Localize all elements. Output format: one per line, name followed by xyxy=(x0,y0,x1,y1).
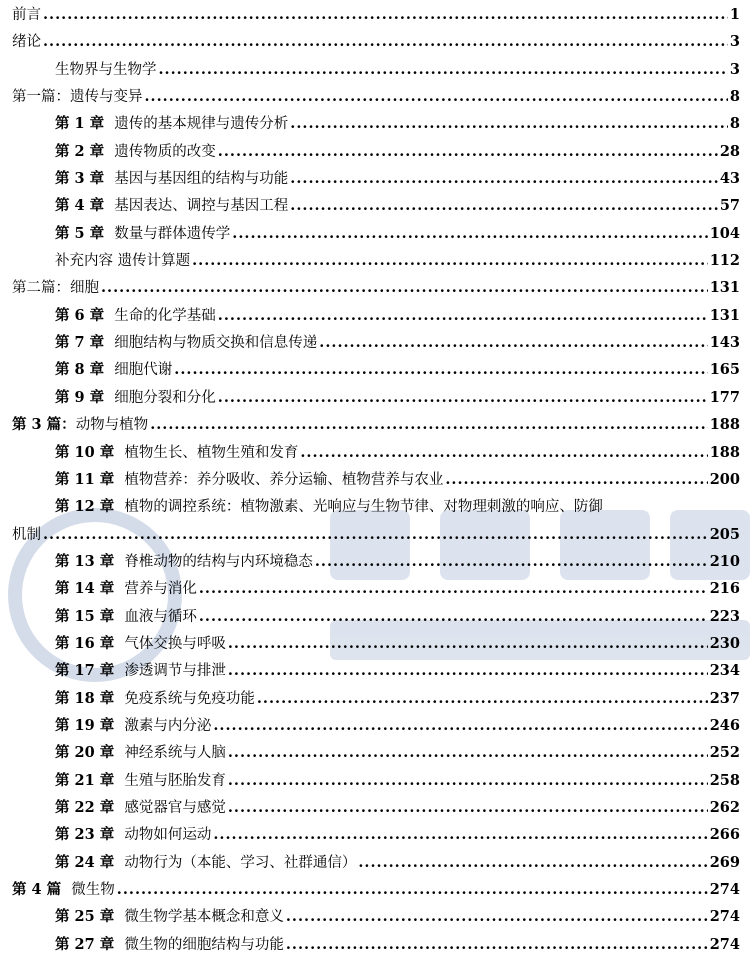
toc-entry-title: 感觉器官与感觉 xyxy=(124,799,226,816)
dot-leader xyxy=(43,521,708,548)
dot-leader xyxy=(192,247,708,274)
dot-leader xyxy=(174,356,707,383)
toc-entry[interactable] xyxy=(55,903,740,930)
toc-entry-page: 131 xyxy=(709,306,740,324)
toc-entry-title: 动物如何运动 xyxy=(124,827,212,844)
toc-entry-number: 第 22 章 xyxy=(55,798,125,816)
toc-entry-number: 第 10 章 xyxy=(55,443,125,461)
toc-entry-title: 细胞分裂和分化 xyxy=(114,389,216,406)
toc-entry-number: 第 3 篇： xyxy=(12,416,76,434)
dot-leader xyxy=(228,739,708,766)
toc-entry-title: 神经系统与人脑 xyxy=(124,745,226,762)
dot-leader xyxy=(300,439,707,466)
toc-entry-page: 223 xyxy=(709,607,740,625)
dot-leader xyxy=(228,657,708,684)
toc-entry-number: 第 9 章 xyxy=(55,388,115,406)
dot-leader xyxy=(228,794,708,821)
toc-entry-page: 266 xyxy=(709,826,740,844)
toc-entry-number: 第 20 章 xyxy=(55,744,125,762)
dot-leader xyxy=(218,384,708,411)
toc-entry-title: 动物与植物 xyxy=(75,417,149,434)
dot-leader xyxy=(159,56,728,83)
dot-leader xyxy=(213,821,707,848)
toc-entry-number: 第 21 章 xyxy=(55,771,125,789)
toc-entry-number: 第 6 章 xyxy=(55,306,115,324)
toc-entry-title: 免疫系统与免疫功能 xyxy=(124,690,255,707)
toc-entry-title: 植物生长、植物生殖和发育 xyxy=(124,444,299,461)
toc-entry-number: 第 14 章 xyxy=(55,580,125,598)
toc-entry-title: 植物的调控系统：植物激素、光响应与生物节律、对物理刺激的响应、防御 xyxy=(124,499,603,516)
toc-entry-title: 细胞结构与物质交换和信息传递 xyxy=(114,335,318,352)
toc-entry[interactable] xyxy=(55,56,740,83)
toc-entry-number: 第 23 章 xyxy=(55,826,125,844)
toc-entry-number: 第 19 章 xyxy=(55,716,125,734)
toc-entry-title: 第二篇：细胞 xyxy=(12,280,99,297)
toc-entry-number: 第 12 章 xyxy=(55,498,125,516)
dot-leader xyxy=(43,1,728,28)
toc-entry-page: 1 xyxy=(729,6,740,23)
toc-entry-number: 第 7 章 xyxy=(55,334,115,352)
toc-entry-title: 渗透调节与排泄 xyxy=(124,663,226,680)
toc-entry-title: 营养与消化 xyxy=(124,581,197,598)
toc-entry-page: 210 xyxy=(709,552,740,570)
toc-entry[interactable] xyxy=(55,630,740,657)
dot-leader xyxy=(290,192,718,219)
toc-entry-title: 微生物学基本概念和意义 xyxy=(124,909,284,926)
toc-entry-title: 生殖与胚胎发育 xyxy=(124,772,226,789)
toc-entry-page: 230 xyxy=(709,634,740,652)
toc-entry[interactable] xyxy=(55,603,740,630)
dot-leader xyxy=(286,903,708,930)
toc-entry-title: 遗传物质的改变 xyxy=(114,143,216,160)
toc-entry-page: 188 xyxy=(709,416,740,434)
dot-leader xyxy=(101,274,708,301)
toc-entry-title: 激素与内分泌 xyxy=(124,717,212,734)
toc-entry[interactable] xyxy=(55,657,740,684)
toc-entry[interactable] xyxy=(55,356,740,383)
toc-entry-page: 258 xyxy=(709,771,740,789)
toc-entry-title: 微生物 xyxy=(71,882,115,898)
dot-leader xyxy=(286,931,708,958)
toc-entry-page: 177 xyxy=(709,388,740,406)
dot-leader xyxy=(315,548,708,575)
dot-leader xyxy=(218,138,718,165)
toc-entry[interactable] xyxy=(55,575,740,602)
toc-entry-page: 43 xyxy=(719,170,740,188)
toc-entry[interactable] xyxy=(55,439,740,466)
toc-entry-page: 3 xyxy=(729,60,740,78)
toc-entry[interactable] xyxy=(55,110,740,137)
toc-entry[interactable] xyxy=(12,521,740,548)
toc-entry[interactable] xyxy=(55,138,740,165)
toc-entry[interactable] xyxy=(55,329,740,356)
toc-entry-number: 第 18 章 xyxy=(55,689,125,707)
toc-entry-title: 数量与群体遗传学 xyxy=(114,225,231,242)
toc-entry[interactable] xyxy=(55,466,740,493)
toc-entry-title: 机制 xyxy=(12,526,41,543)
toc-entry-title: 脊椎动物的结构与内环境稳态 xyxy=(124,553,313,570)
toc-entry-title: 植物营养：养分吸收、养分运输、植物营养与农业 xyxy=(124,471,444,488)
toc-entry-title: 动物行为（本能、学习、社群通信） xyxy=(124,854,357,871)
toc-entry[interactable] xyxy=(55,302,740,329)
toc-entry-page: 237 xyxy=(709,689,740,707)
toc-entry-page: 188 xyxy=(709,443,740,461)
toc-entry-title: 微生物的细胞结构与功能 xyxy=(124,936,284,953)
dot-leader xyxy=(199,575,708,602)
toc-entry-number: 第 15 章 xyxy=(55,607,125,625)
toc-entry-page: 274 xyxy=(709,908,740,926)
toc-entry[interactable] xyxy=(55,165,740,192)
toc-entry-number: 第 4 篇 xyxy=(12,881,72,898)
toc-entry-page: 246 xyxy=(709,716,740,734)
dot-leader xyxy=(218,302,708,329)
toc-entry[interactable] xyxy=(12,411,740,438)
toc-entry-page: 143 xyxy=(709,334,740,352)
toc-entry-page: 57 xyxy=(719,197,740,215)
dot-leader xyxy=(43,28,728,55)
toc-entry[interactable] xyxy=(55,493,740,520)
toc-entry[interactable] xyxy=(55,220,740,247)
toc-entry-page: 262 xyxy=(709,798,740,816)
toc-entry-number: 第 2 章 xyxy=(55,142,115,160)
toc-entry-page: 8 xyxy=(729,115,740,133)
toc-entry-page: 234 xyxy=(709,662,740,680)
toc-entry-number: 第 11 章 xyxy=(55,470,125,488)
toc-entry-title: 第一篇：遗传与变异 xyxy=(12,89,143,106)
toc-entry-page: 269 xyxy=(709,853,740,871)
toc-entry-title: 血液与循环 xyxy=(124,608,197,625)
toc-entry-number: 第 4 章 xyxy=(55,197,115,215)
toc-entry[interactable] xyxy=(55,821,740,848)
toc-entry-number: 第 5 章 xyxy=(55,224,115,242)
toc-entry[interactable] xyxy=(55,712,740,739)
dot-leader xyxy=(145,83,728,110)
toc-entry[interactable] xyxy=(55,767,740,794)
toc-entry[interactable] xyxy=(55,548,740,575)
toc-entry-page: 205 xyxy=(709,525,740,543)
dot-leader xyxy=(232,220,707,247)
toc-entry-title: 绪论 xyxy=(12,34,41,51)
toc-entry[interactable] xyxy=(55,192,740,219)
toc-entry-page: 252 xyxy=(709,744,740,762)
toc-entry-number: 第 16 章 xyxy=(55,634,125,652)
toc-entry-number: 第 24 章 xyxy=(55,853,125,871)
toc-entry-title: 基因表达、调控与基因工程 xyxy=(114,198,289,215)
dot-leader xyxy=(199,603,708,630)
toc-entry[interactable] xyxy=(55,931,740,958)
toc-entry-number: 第 1 章 xyxy=(55,115,115,133)
toc-entry-title: 遗传的基本规律与遗传分析 xyxy=(114,116,289,133)
toc-entry-number: 第 17 章 xyxy=(55,662,125,680)
toc-entry-number: 第 8 章 xyxy=(55,361,115,379)
toc-entry[interactable] xyxy=(55,849,740,876)
dot-leader xyxy=(290,165,718,192)
toc-entry[interactable] xyxy=(12,28,740,55)
toc-entry[interactable] xyxy=(12,1,740,28)
toc-entry-title: 生命的化学基础 xyxy=(114,307,216,324)
toc-entry-number: 第 27 章 xyxy=(55,935,125,953)
toc-entry-title: 细胞代谢 xyxy=(114,362,173,379)
dot-leader xyxy=(290,110,728,137)
toc-entry-page: 165 xyxy=(709,361,740,379)
toc-entry-title: 基因与基因组的结构与功能 xyxy=(114,171,289,188)
toc-entry[interactable] xyxy=(55,384,740,411)
dot-leader xyxy=(213,712,707,739)
toc-entry-page: 131 xyxy=(709,279,740,297)
toc-entry-title: 补充内容 遗传计算题 xyxy=(55,253,191,270)
toc-entry[interactable] xyxy=(55,794,740,821)
toc-entry-page: 104 xyxy=(709,224,740,242)
toc-entry[interactable] xyxy=(55,739,740,766)
toc-entry-page: 274 xyxy=(709,935,740,953)
toc-entry-page: 8 xyxy=(729,88,740,106)
toc-entry[interactable] xyxy=(12,274,740,301)
toc-entry-number: 第 13 章 xyxy=(55,552,125,570)
toc-entry-title: 前言 xyxy=(12,7,41,23)
toc-entry-number: 第 3 章 xyxy=(55,170,115,188)
dot-leader xyxy=(257,685,708,712)
toc-entry[interactable] xyxy=(55,685,740,712)
toc-entry-page: 216 xyxy=(709,580,740,598)
toc-entry-page: 274 xyxy=(709,881,740,898)
toc-entry[interactable] xyxy=(12,876,740,903)
dot-leader xyxy=(358,849,707,876)
dot-leader xyxy=(228,767,708,794)
toc-entry-page: 3 xyxy=(729,33,740,51)
toc-entry-number: 第 25 章 xyxy=(55,908,125,926)
dot-leader xyxy=(319,329,707,356)
dot-leader xyxy=(228,630,708,657)
toc-entry-page: 112 xyxy=(709,252,740,270)
toc-entry[interactable] xyxy=(12,83,740,110)
toc-entry-page: 28 xyxy=(719,142,740,160)
dot-leader xyxy=(445,466,707,493)
dot-leader xyxy=(150,411,708,438)
toc-entry-page: 200 xyxy=(709,470,740,488)
toc-entry[interactable] xyxy=(55,247,740,274)
toc-entry-title: 生物界与生物学 xyxy=(55,61,157,78)
toc-entry-title: 气体交换与呼吸 xyxy=(124,635,226,652)
dot-leader xyxy=(117,876,708,903)
